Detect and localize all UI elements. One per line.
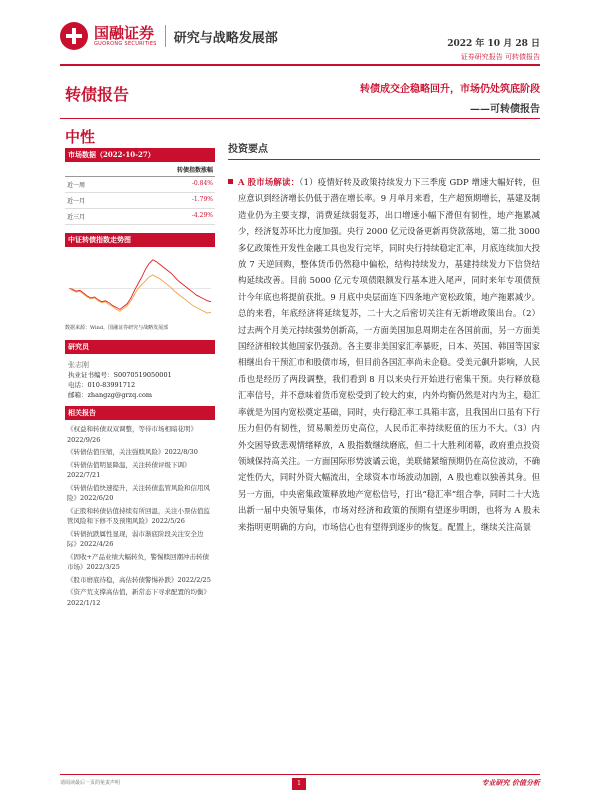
related-report-item[interactable]: 《转债估值明显降温，关注转债评级下调》2022/7/21 [67,460,191,479]
related-report-item[interactable]: 《权益和转债双双调整，等待市场相暗花明》2022/9/26 [67,425,197,444]
logo-cn-text: 国融证券 [94,24,155,42]
market-period: 近一月 [67,198,86,205]
report-title: 转债成交企稳略回升，市场仍处筑底阶段 [360,84,540,95]
header-rule [60,64,540,66]
logo-divider [165,25,166,47]
index-trend-chart [65,251,215,323]
analyst-phone: 电话：010-83991712 [68,381,136,389]
paragraph-body: （1）疫情好转及政策持续发力下三季度 GDP 增速大幅好转，但应意识到经济增长仍低于潜在增长率。9 月单月来看，生产超预期增长，基建及制造业仍为主要支撑，消费延续弱复苏，出口增速小幅下滑但有韧性，地产拖累减少，经济复苏环比力度加强。央行 2000 亿元设备更新再贷款落地，第二批 3000 多亿政策性开发性金融工具也发行完毕，同时央行持续稳定汇率，月底连续加大投放 7 天逆回购，整体货币仍然稳中偏松，结构持续发力，基建持续发力下信贷结构延续改善。目前 5000 亿元专项债限额发行基本进入尾声，同时来年专项债预计今年底也将提前获批。9 月底中央层面连下四条地产宽松政策，地产拖累减少。总的来看，年底经济将延续复苏，二十大之后密切关注有无新增政策出台。（2）过去两个月美元持续强势创新高，一方面美国加息周期走在各国前面，另一方面美国经济相较其他国家仍强劲。各主要非美国家汇率暴贬，日本、英国、韩国等国家相继出台干预汇市和股债市场，但目前各国汇率尚未企稳。受美元飙升影响，人民币也是经历了两段调整，我们看到 8 月以来央行开始进行密集干预。央行释放稳汇率信号，并不意味着货币宽松受到了较大约束，内外均衡仍然是对内为主，稳汇率就是为国内宽松奠定基础，同时，央行稳汇率工具箱丰富，且我国出口虽有下行压力但仍有韧性，贸易顺差历史高位，人民币汇率持续贬值的压力不大。（3）内外交困导致悲观情绪释放，A 股指数继续磨底，但二十大胜利闭幕，政府重点投资领域保持高关注。一方面国际形势波谲云诡，美联储紧缩预期仍在高位波动，不确定性仍大，同时外资大幅流出，全球资本市场波动加剧，A 股也难以独善其身。但另一方面，中央密集政策释放地产宽松信号，打出“稳汇率”组合拳，同时二十大选出新一届中央领导集体，市场对经济和政策的预期有望逐步明朗，也将为 A 股未来指明更明确的方向，市场信心也有望得到逐步的恢复。配置上，继续关注高景 [238,177,540,532]
market-period: 近一周 [67,182,86,189]
related-reports-list [65,420,215,614]
market-period: 近三月 [67,214,86,221]
report-series: 证券研究报告 可转债报告 [460,53,540,61]
market-analysis-paragraph [228,174,540,535]
section-heading: 投资要点 [228,140,540,160]
chart-source: 数据来源：Wind，国融证券研究与战略发展部 [65,325,169,331]
analyst-license: 执业证书编号：S0070519050001 [68,371,172,379]
related-report-item[interactable]: 《正股和转债估值持续有所回温，关注小票估值监管风险和下修不及预期风险》2022/5/26 [67,506,210,525]
analyst-heading: 研究员 [65,340,215,354]
title-rule [60,118,540,119]
related-heading: 相关报告 [65,406,215,420]
department-name: 研究与战略发展部 [173,30,278,46]
footer-slogan: 专业研究 价值分析 [481,778,540,787]
logo-emblem-icon [60,22,88,50]
chart-heading: 中证转债指数走势图 [65,233,215,247]
page-number: 1 [292,778,306,790]
related-report-item[interactable]: 《转债抗跌属性显现，弱市渐底阶段关注安全边际》2022/4/26 [67,529,204,548]
market-column-header: 转债指数涨幅 [65,162,215,177]
report-date: 2022 年 10 月 28 日 [447,39,540,49]
related-report-item[interactable]: 《资产荒支撑高估值，新常态下寻求配置的均衡》2022/1/12 [67,588,210,607]
main-content [228,140,540,535]
chart-series-line-0 [69,260,211,310]
related-report-item[interactable]: 《转债估值快速提升，关注转债监管风险和信用风险》2022/6/20 [67,483,210,502]
company-logo [60,22,278,50]
market-row [65,209,215,225]
analyst-info [65,358,215,406]
analyst-name: 张志刚 [68,361,89,369]
report-subtitle: ——可转债报告 [470,104,540,115]
footer-rule [60,774,540,775]
bullet-icon [228,179,233,184]
page-header [0,0,600,70]
market-value: -0.84% [191,180,213,187]
footer-disclaimer: 请阅读最后一页的免责声明 [60,780,121,786]
paragraph-lead: A 股市场解读： [238,177,300,187]
related-report-item[interactable]: 《固收+产品业绩大幅转负，警惕赎回潮冲击转债市场》2022/3/25 [67,552,209,571]
logo-en-text: GUORONG SECURITIES [94,41,157,47]
sidebar [65,148,215,614]
report-type: 转债报告 [65,85,130,104]
related-report-item[interactable]: 《股市磨底待稳，高估转债警惕补跌》2022/2/25 [67,575,211,584]
market-value: -4.29% [191,212,213,219]
related-report-item[interactable]: 《转债估值压缩，关注强赎风险》2022/8/30 [67,448,198,456]
analyst-email: 邮箱：zhangzg@grzq.com [68,391,153,399]
market-row [65,193,215,209]
market-row [65,177,215,193]
report-rating: 中性 [65,128,96,146]
market-value: -1.79% [191,196,213,203]
trend-chart-svg [65,251,215,323]
market-data-heading: 市场数据（2022-10-27） [65,148,215,162]
